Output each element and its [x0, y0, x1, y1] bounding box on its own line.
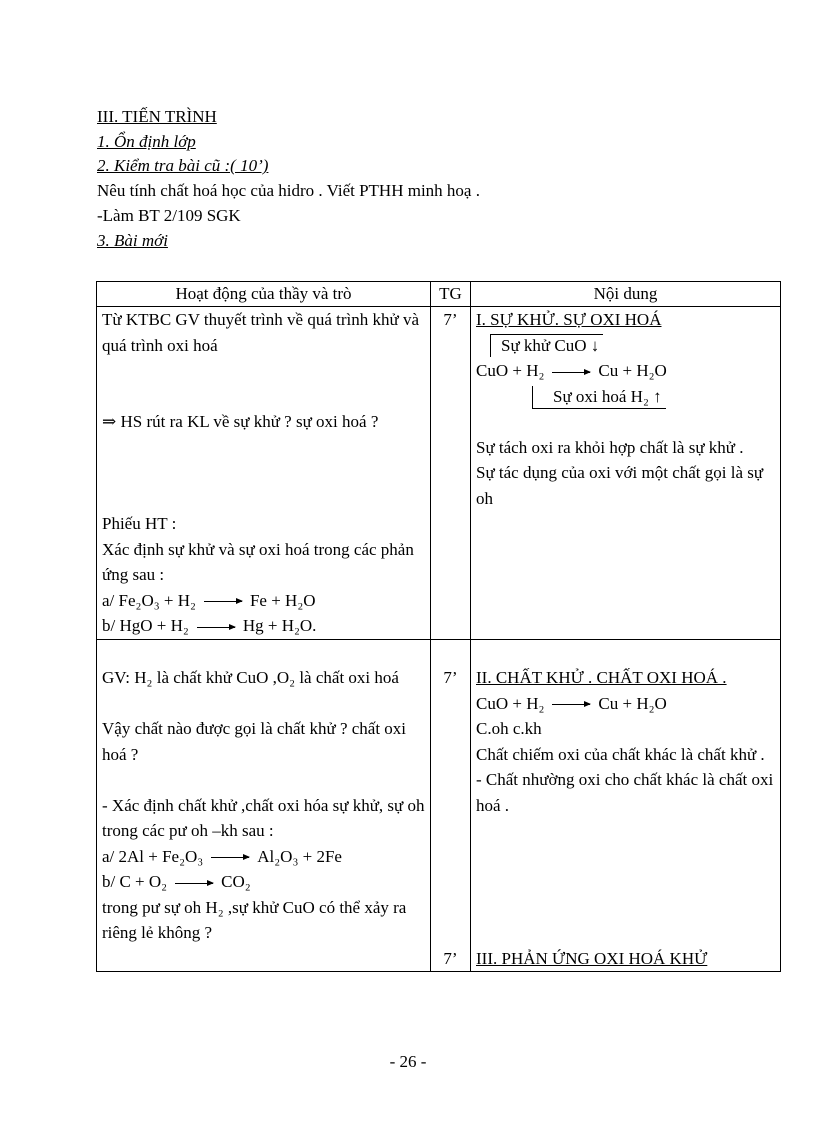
worksheet-task: Xác định sự khử và sự oxi hoá trong các phản ứng sau : [102, 539, 414, 584]
intro-text: Từ KTBC GV thuyết trình về quá trình khử và quá trình oxi hoá [102, 310, 419, 355]
oxidation-label: Sự oxi hoá H₂ [553, 386, 649, 406]
oxidation-bracket [532, 386, 666, 409]
equation-rhs: Fe + H₂O [249, 590, 316, 610]
table-row [97, 307, 781, 640]
table-header-row [97, 282, 781, 307]
definition-reducer: Chất chiếm oxi của chất khác là chất khử . [476, 744, 765, 764]
arrow-icon [552, 372, 590, 373]
equation-a [102, 588, 425, 614]
equation-lhs: b/ C + O₂ [102, 872, 168, 891]
lesson-table [96, 281, 781, 972]
definition-oxidation: Sự tác dụng của oxi với một chất gọi là sự oh [476, 463, 764, 508]
step-3: 3. Bài mới [97, 231, 168, 250]
main-equation [476, 691, 775, 717]
time-cell [431, 307, 471, 640]
equation-rhs: CO₂ [221, 872, 251, 891]
equation-lhs: CuO + H₂ [476, 693, 545, 713]
time-value: 7’ [443, 948, 458, 968]
page-number: - 26 - [389, 1052, 427, 1071]
step-1: 1. Ổn định lớp [97, 132, 196, 151]
review-question: Nêu tính chất hoá học của hidro . Viết PTHH minh hoạ . [97, 181, 480, 200]
equation-rhs: Cu + H₂O [598, 693, 667, 713]
arrow-icon [197, 627, 235, 628]
exercise-task: - Xác định chất khử ,chất oxi hóa sự khử, sự oh trong các pư oh –kh sau : [102, 795, 425, 840]
arrow-icon [552, 704, 590, 705]
arrow-down-icon: ↓ [590, 335, 600, 355]
equation-rhs: Cu + H₂O [598, 361, 667, 380]
main-equation [476, 358, 775, 384]
header-activities: Hoạt động của thầy và trò [97, 282, 431, 307]
equation-rhs: Al₂O₃ + 2Fe [257, 846, 342, 866]
time-value: 7’ [443, 310, 458, 329]
heading-reducer-oxidizer: II. CHẤT KHỬ . CHẤT OXI HOÁ . [476, 668, 727, 687]
question-2: trong pư sự oh H₂ ,sự khử CuO có thể xảy ra riêng lẻ không ? [102, 897, 407, 942]
equation-lhs: b/ HgO + H₂ [102, 616, 189, 635]
worksheet-label: Phiếu HT : [102, 514, 177, 533]
equation-rhs: Hg + H₂O. [242, 616, 317, 635]
time-value: 7’ [443, 668, 458, 687]
equation-lhs: a/ 2Al + Fe₂O₃ [102, 846, 204, 866]
definition-oxidizer: - Chất nhường oxi cho chất khác là chất oxi hoá . [476, 770, 774, 815]
content-cell [471, 639, 781, 972]
equation-lhs: CuO + H₂ [476, 361, 545, 380]
definition-reduction: Sự tách oxi ra khỏi hợp chất là sự khử . [476, 437, 744, 457]
heading-reduction-oxidation: I. SỰ KHỬ. SỰ OXI HOÁ [476, 310, 662, 329]
conclusion-prompt: ⇒ HS rút ra KL về sự khử ? sự oxi hoá ? [102, 412, 379, 431]
teacher-note: GV: H₂ là chất khử CuO ,O₂ là chất oxi hoá [102, 668, 399, 687]
question: Vậy chất nào được gọi là chất khử ? chất oxi hoá ? [102, 719, 407, 764]
equation-a [102, 844, 425, 870]
equation-labels: C.oh c.kh [476, 719, 542, 738]
content-cell [471, 307, 781, 640]
arrow-up-icon: ↑ [653, 386, 662, 406]
table-row [97, 639, 781, 972]
equation-b [102, 869, 425, 895]
arrow-icon [175, 883, 213, 884]
equation-b [102, 613, 425, 639]
equation-lhs: a/ Fe₂O₃ + H₂ [102, 590, 196, 610]
arrow-icon [204, 601, 242, 602]
review-exercise: -Làm BT 2/109 SGK [97, 206, 241, 225]
reduction-label: Sự khử CuO [501, 335, 587, 355]
header-time: TG [431, 282, 471, 307]
section-title: III. TIẾN TRÌNH [97, 107, 217, 126]
header-content: Nội dung [471, 282, 781, 307]
heading-redox-reaction: III. PHẢN ỨNG OXI HOÁ KHỬ [476, 948, 708, 968]
time-cell [431, 639, 471, 972]
reduction-bracket [490, 334, 603, 357]
arrow-icon [211, 857, 249, 858]
activities-cell [97, 639, 431, 972]
step-2: 2. Kiểm tra bài cũ :( 10’) [97, 156, 269, 175]
activities-cell [97, 307, 431, 640]
